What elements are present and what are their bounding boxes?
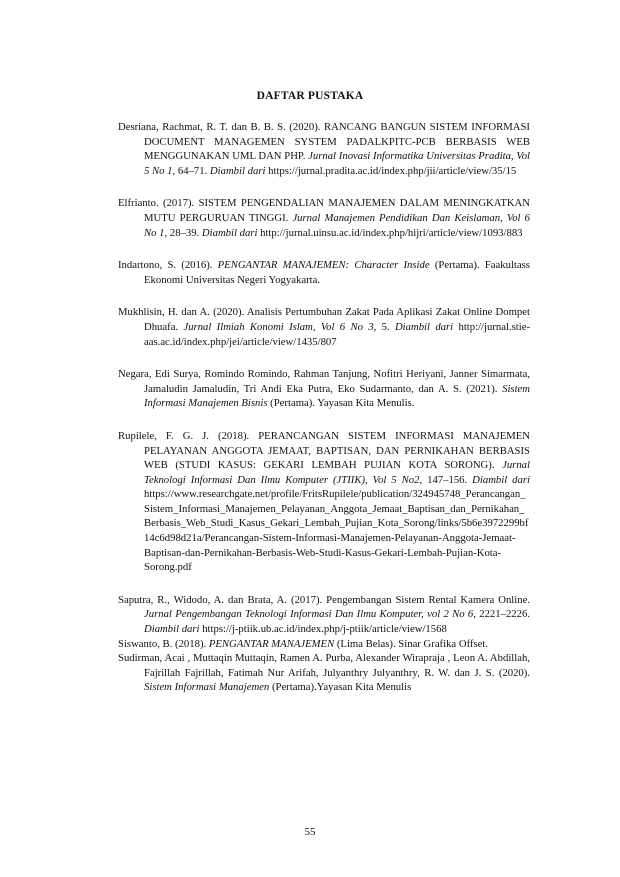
reference-entry: Mukhlisin, H. dan A. (2020). Analisis Pertumbuhan Zakat Pada Aplikasi Zakat Online Dompet Dhuafa. Jurnal Ilmiah Konomi Islam, Vol 6 No 3, 5. Diambil dari http://jurnal.stie-aas.ac.id/index.php/jei/article/view/1435/807 [118, 306, 531, 348]
reference-entry: Indartono, S. (2016). PENGANTAR MANAJEMEN: Character Inside (Pertama). Faakultass Ekonomi Universitas Negeri Yogyakarta. [118, 259, 530, 286]
reference-entry: Saputra, R., Widodo, A. dan Brata, A. (2017). Pengembangan Sistem Rental Kamera Online. Jurnal Pengembangan Teknologi Informasi Dan Ilmu Komputer, vol 2 No 6, 2221–2226. Diambil dari https://j-ptiik.ub.ac.id/index.php/j-ptiik/article/view/1568 [118, 593, 530, 636]
page-title: DAFTAR PUSTAKA [256, 90, 364, 102]
reference-list [118, 120, 530, 695]
reference-entry: Sudirman, Acai , Muttaqin Muttaqin, Ramen A. Purba, Alexander Wirapraja , Leon A. Abdillah, Fajrillah Fajrillah, Fatimah Nur Arifah, Julyanthry Julyanthry, R. W. dan J. S. (2020). Sistem Informasi Manajemen (Pertama).Yayasan Kita Menulis [118, 652, 530, 694]
reference-entry: Desriana, Rachmat, R. T. dan B. B. S. (2020). RANCANG BANGUN SISTEM INFORMASI DOCUMENT MANAGEMEN SYSTEM PADALKPITC-PCB BERBASIS WEB MENGGUNAKAN UML DAN PHP. Jurnal Inovasi Informatika Universitas Pradita, Vol 5 No 1, 64–71. Diambil dari https://jurnal.pradita.ac.id/index.php/jii/article/view/35/15 [118, 121, 531, 177]
reference-entry: Elfrianto. (2017). SISTEM PENGENDALIAN MANAJEMEN DALAM MENINGKATKAN MUTU PERGURUAN TINGGI. Jurnal Manajemen Pendidikan Dan Keislaman, Vol 6 No 1, 28–39. Diambil dari http://jurnal.uinsu.ac.id/index.php/hijri/article/view/1093/883 [118, 197, 530, 239]
reference-entry: Negara, Edi Surya, Romindo Romindo, Rahman Tanjung, Nofitri Heriyani, Janner Simarmata, Jamaludin Jamaludin, Tri Andi Eka Putra, Eko Sudarmanto, dan A. S. (2021). Sistem Informasi Manajemen Bisnis (Pertama). Yayasan Kita Menulis. [118, 368, 530, 410]
page-number: 55 [304, 826, 316, 838]
reference-entry: Rupilele, F. G. J. (2018). PERANCANGAN SISTEM INFORMASI MANAJEMEN PELAYANAN ANGGOTA JEMAAT, BAPTISAN, DAN PERNIKAHAN BERBASIS WEB (STUDI KASUS: GEKARI LEMBAH PUJIAN KOTA SORONG). Jurnal Teknologi Informasi Dan Ilmu Komputer (JTIIK), Vol 5 No2, 147–156. Diambil dari https://www.researchgate.net/profile/FritsRupilele/publication/324945748_Perancangan_Sistem_Informasi_Manajemen_Pelayanan_Anggota_Jemaat_Baptisan_dan_Pernikahan_Berbasis_Web_Studi_Kasus_Gekari_Lembah_Pujian_Kota_Sorong/links/5b6e3972299bf14c6d98d21a/Perancangan-Sistem-Informasi-Manajemen-Pelayanan-Anggota-Jemaat-Baptisan-dan-Pernikahan-Berbasis-Web-Studi-Kasus-Gekari-Lembah-Pujian-Kota-Sorong.pdf [118, 429, 530, 574]
reference-entry: Siswanto, B. (2018). PENGANTAR MANAJEMEN (Lima Belas). Sinar Grafika Offset. [118, 637, 489, 650]
